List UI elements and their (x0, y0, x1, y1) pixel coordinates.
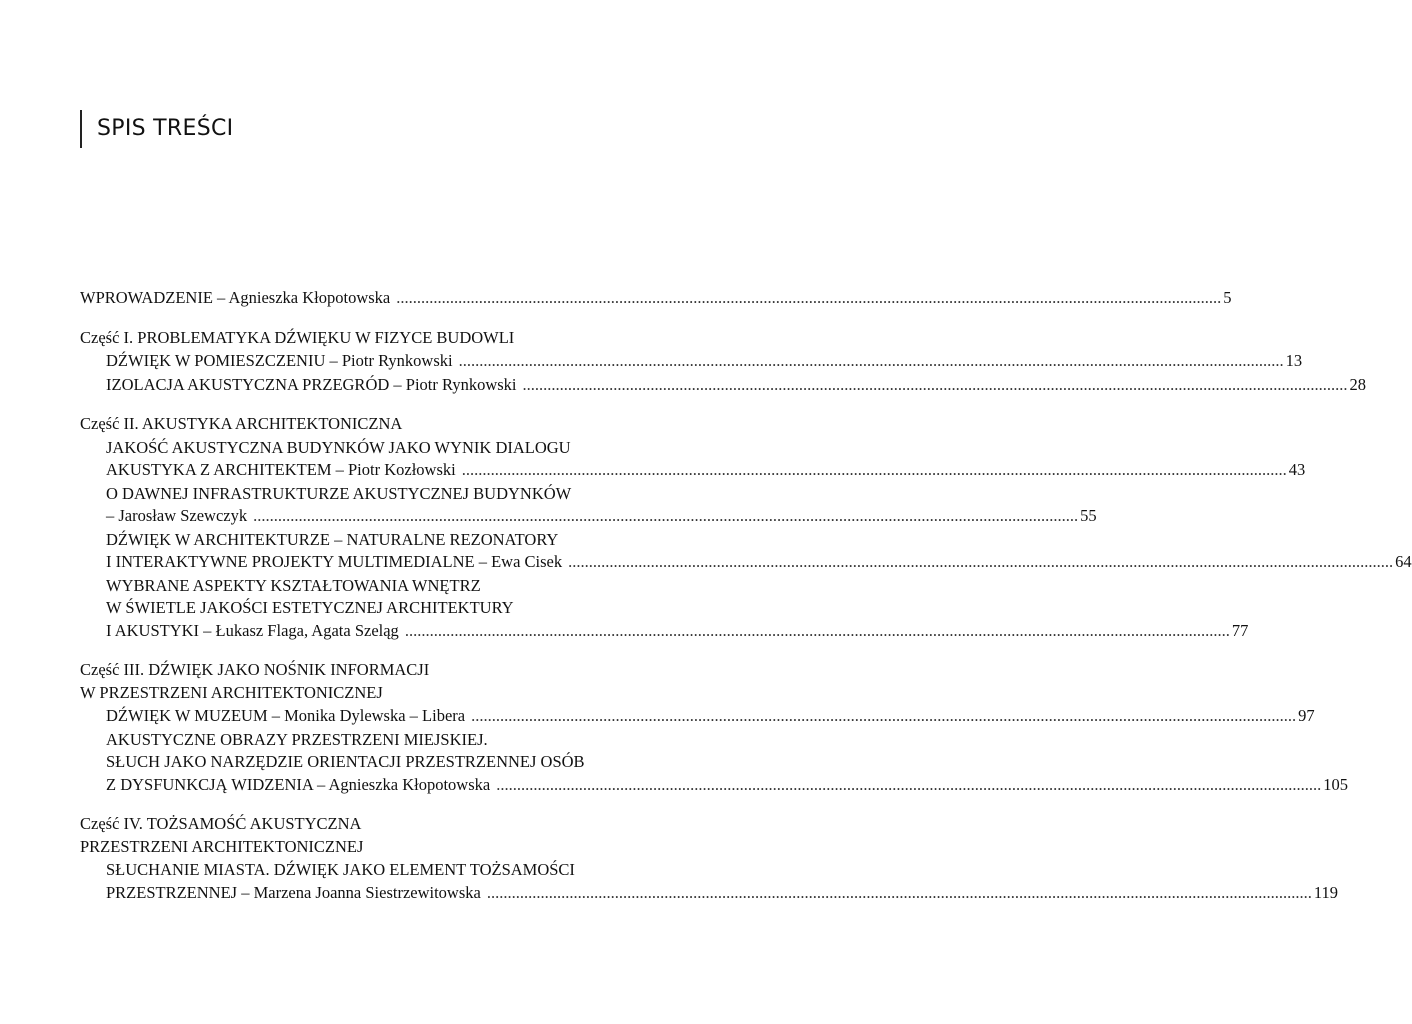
part-heading-line: Część II. AKUSTYKA ARCHITEKTONICZNA (80, 414, 403, 433)
toc-page-number: 28 (1349, 374, 1367, 394)
toc-entry-text: AKUSTYKA Z ARCHITEKTEM – Piotr Kozłowski (106, 460, 456, 479)
toc-entry-text: DŹWIĘK W POMIESZCZENIU – Piotr Rynkowski (106, 351, 453, 370)
toc-leader-dots: ........................................................................................................................................................................................................ (471, 706, 1297, 725)
toc-entry-last-line (106, 774, 1348, 797)
toc-entry-text: PRZESTRZENNEJ – Marzena Joanna Siestrzewitowska (106, 882, 481, 902)
title-rule (80, 110, 82, 148)
toc-page-number: 55 (1080, 506, 1097, 525)
toc-leader-dots: ........................................................................................................................................................................................................ (568, 552, 1394, 571)
toc-entry[interactable] (80, 575, 1249, 643)
part-heading-line: Część IV. TOŻSAMOŚĆ AKUSTYCZNA (80, 814, 362, 833)
toc-part-2 (80, 413, 1412, 642)
toc-entry-last-line (106, 459, 1306, 482)
toc-entry-text: IZOLACJA AKUSTYCZNA PRZEGRÓD – Piotr Rynkowski (106, 374, 517, 394)
toc-entry-text: I AKUSTYKI – Łukasz Flaga, Agata Szeląg (106, 620, 399, 640)
toc-leader-dots: ........................................................................................................................................................................................................ (396, 288, 1222, 307)
toc-entry-last-line (106, 882, 1338, 905)
toc-entry-line: SŁUCH JAKO NARZĘDZIE ORIENTACJI PRZESTRZENNEJ OSÓB (106, 752, 585, 771)
toc-part-3 (80, 659, 1348, 796)
part-heading-line: PRZESTRZENI ARCHITEKTONICZNEJ (80, 836, 364, 856)
toc-page-number: 13 (1285, 351, 1303, 370)
toc-entry-text: WPROWADZENIE – Agnieszka Kłopotowska (80, 288, 391, 307)
toc-intro-entry[interactable] (80, 287, 1232, 310)
toc-entry[interactable] (80, 729, 1348, 797)
toc-page-number: 5 (1223, 288, 1232, 307)
toc-entry-last-line (106, 551, 1412, 574)
toc-entry-line: W ŚWIETLE JAKOŚCI ESTETYCZNEJ ARCHITEKTURY (106, 598, 514, 617)
toc-leader-dots: ........................................................................................................................................................................................................ (253, 506, 1079, 525)
toc-entry-text: – Jarosław Szewczyk (106, 506, 248, 525)
toc-entry-line: O DAWNEJ INFRASTRUKTURZE AKUSTYCZNEJ BUDYNKÓW (106, 483, 572, 503)
toc-entry-last-line (106, 620, 1249, 643)
toc-page-number: 43 (1288, 460, 1306, 479)
toc-leader-dots: ........................................................................................................................................................................................................ (496, 774, 1322, 794)
toc-entry[interactable] (80, 374, 1367, 397)
toc-entry[interactable] (80, 350, 1303, 373)
part-heading-line: Część I. PROBLEMATYKA DŹWIĘKU W FIZYCE BUDOWLI (80, 327, 515, 347)
toc-page-number: 77 (1231, 620, 1249, 640)
toc-entry[interactable] (80, 483, 1097, 528)
toc-entry-last-line (106, 705, 1315, 728)
toc-leader-dots: ........................................................................................................................................................................................................ (404, 620, 1230, 640)
toc-page-number: 119 (1313, 882, 1338, 902)
toc-entry-line: DŹWIĘK W ARCHITEKTURZE – NATURALNE REZONATORY (106, 529, 559, 549)
toc-leader-dots: ........................................................................................................................................................................................................ (458, 351, 1284, 370)
toc-part-1 (80, 327, 1367, 397)
part-heading-line: Część III. DŹWIĘK JAKO NOŚNIK INFORMACJI (80, 660, 430, 679)
toc-entry[interactable] (80, 859, 1338, 904)
toc-entry[interactable] (80, 437, 1306, 482)
toc-leader-dots: ........................................................................................................................................................................................................ (486, 882, 1312, 902)
table-of-contents (80, 287, 1412, 904)
toc-entry-line: WYBRANE ASPEKTY KSZTAŁTOWANIA WNĘTRZ (106, 575, 481, 595)
page-title: SPIS TREŚCI (97, 116, 234, 141)
toc-entry-last-line (106, 505, 1097, 528)
toc-entry-last-line (106, 350, 1303, 373)
toc-entry-text: DŹWIĘK W MUZEUM – Monika Dylewska – Libera (106, 706, 466, 725)
part-heading-line: W PRZESTRZENI ARCHITEKTONICZNEJ (80, 682, 383, 702)
toc-entry[interactable] (80, 705, 1315, 728)
toc-entry-text: Z DYSFUNKCJĄ WIDZENIA – Agnieszka Kłopotowska (106, 774, 491, 794)
toc-entry-line: SŁUCHANIE MIASTA. DŹWIĘK JAKO ELEMENT TOŻSAMOŚCI (106, 860, 575, 879)
toc-parts (80, 327, 1412, 905)
toc-entry[interactable] (80, 529, 1412, 574)
toc-part-4 (80, 813, 1338, 904)
toc-entry-text: I INTERAKTYWNE PROJEKTY MULTIMEDIALNE – Ewa Cisek (106, 552, 563, 571)
toc-entry-line: JAKOŚĆ AKUSTYCZNA BUDYNKÓW JAKO WYNIK DIALOGU (106, 437, 571, 457)
toc-leader-dots: ........................................................................................................................................................................................................ (461, 460, 1287, 479)
toc-page-number: 105 (1323, 774, 1348, 794)
toc-entry-last-line (106, 374, 1367, 397)
toc-page-number: 97 (1298, 706, 1315, 725)
toc-page-number: 64 (1395, 552, 1412, 571)
toc-leader-dots: ........................................................................................................................................................................................................ (522, 374, 1348, 394)
toc-entry-line: AKUSTYCZNE OBRAZY PRZESTRZENI MIEJSKIEJ. (106, 729, 488, 749)
